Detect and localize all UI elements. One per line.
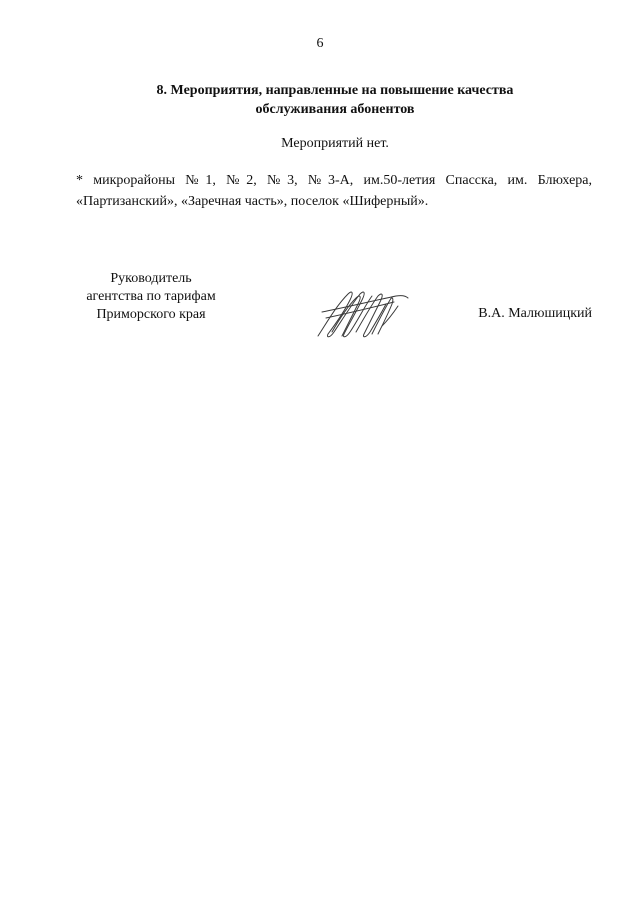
signatory-position xyxy=(76,270,226,324)
signatory-position-line1: Руководитель xyxy=(110,271,192,286)
handwritten-signature xyxy=(312,282,412,344)
footnote xyxy=(76,170,592,212)
footnote-line1: * микрорайоны №1, №2, №3, №3-А, им.50-летия Спасска, им. Блюхера, xyxy=(76,173,592,188)
page-number: 6 xyxy=(316,36,324,51)
section-body: Мероприятий нет. xyxy=(281,136,389,151)
signatory-position-line2: агентства по тарифам xyxy=(86,289,216,304)
signatory-position-line3: Приморского края xyxy=(96,307,206,322)
signer-name: В.А. Малюшицкий xyxy=(478,306,592,321)
section-heading-line2: обслуживания абонентов xyxy=(255,102,415,117)
section-heading xyxy=(80,81,590,119)
section-heading-line1: 8. Мероприятия, направленные на повышение качества xyxy=(156,83,514,98)
footnote-line2: «Партизанский», «Заречная часть», поселок «Шиферный». xyxy=(76,194,429,209)
